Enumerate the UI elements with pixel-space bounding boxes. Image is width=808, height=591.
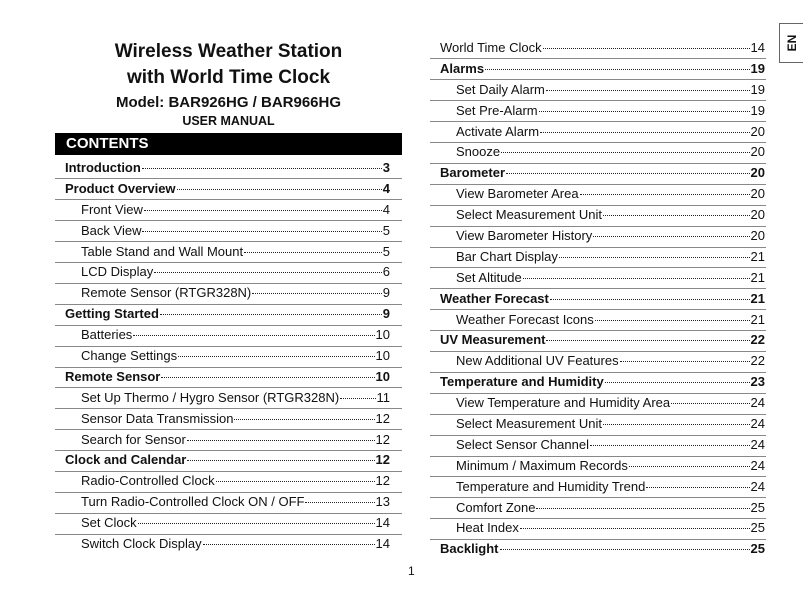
toc-entry — [440, 477, 765, 498]
toc-dot-leader — [485, 69, 749, 70]
toc-entry — [65, 450, 390, 471]
toc-separator — [430, 205, 766, 206]
toc-entry-label: Alarms — [440, 60, 485, 76]
toc-dot-leader — [546, 90, 750, 91]
toc-entry-label: Table Stand and Wall Mount — [81, 243, 244, 259]
toc-dot-leader — [340, 398, 375, 399]
toc-entry — [440, 184, 765, 205]
toc-entry-page: 9 — [382, 285, 390, 301]
toc-dot-leader — [520, 528, 750, 529]
toc-entry-label: Heat Index — [456, 520, 519, 536]
toc-entry — [65, 492, 390, 513]
toc-dot-leader — [177, 189, 382, 190]
toc-entry — [65, 430, 390, 451]
toc-entry-page: 20 — [750, 123, 765, 139]
toc-separator — [430, 121, 766, 122]
toc-dot-leader — [501, 152, 749, 153]
manual-label: USER MANUAL — [182, 114, 275, 128]
toc-entry — [440, 351, 765, 372]
toc-entry — [440, 163, 765, 184]
toc-separator — [430, 184, 766, 185]
toc-separator — [430, 435, 766, 436]
toc-entry-page: 4 — [382, 201, 390, 217]
toc-dot-leader — [543, 48, 750, 49]
toc-entry — [440, 226, 765, 247]
contents-heading: CONTENTS — [55, 133, 402, 155]
toc-entry-label: Remote Sensor — [65, 368, 161, 384]
toc-entry-label: View Barometer Area — [456, 186, 579, 202]
toc-separator — [55, 387, 402, 388]
document-title-line-1: Wireless Weather Station — [114, 41, 343, 62]
toc-separator — [55, 199, 402, 200]
toc-separator — [430, 267, 766, 268]
toc-separator — [55, 429, 402, 430]
toc-entry-page: 25 — [750, 499, 765, 515]
toc-entry — [65, 388, 390, 409]
toc-entry — [65, 409, 390, 430]
toc-entry — [65, 346, 390, 367]
toc-entry-page: 25 — [750, 541, 765, 557]
toc-entry-label: Comfort Zone — [456, 499, 536, 515]
toc-entry-label: Snooze — [456, 144, 501, 160]
toc-entry-label: Radio-Controlled Clock — [81, 473, 215, 489]
toc-entry-label: Barometer — [440, 165, 506, 181]
toc-separator — [55, 220, 402, 221]
toc-dot-leader — [203, 544, 375, 545]
toc-entry-label: Batteries — [81, 327, 133, 343]
toc-separator — [430, 539, 766, 540]
toc-entry — [440, 38, 765, 59]
toc-entry-page: 20 — [750, 228, 765, 244]
toc-entry — [440, 539, 765, 560]
toc-entry — [65, 242, 390, 263]
toc-entry-label: Bar Chart Display — [456, 248, 558, 264]
toc-separator — [430, 309, 766, 310]
toc-entry — [440, 414, 765, 435]
toc-separator — [55, 325, 402, 326]
toc-dot-leader — [178, 356, 374, 357]
toc-right-column — [440, 38, 765, 560]
document-title-block — [55, 39, 402, 129]
toc-dot-leader — [500, 549, 750, 550]
toc-dot-leader — [305, 502, 374, 503]
toc-entry-label: Turn Radio-Controlled Clock ON / OFF — [81, 494, 305, 510]
toc-entry — [65, 221, 390, 242]
toc-separator — [430, 58, 766, 59]
toc-separator — [55, 346, 402, 347]
toc-entry-label: Back View — [81, 222, 142, 238]
toc-entry-page: 22 — [750, 332, 765, 348]
toc-entry-page: 21 — [750, 248, 765, 264]
toc-entry-page: 19 — [750, 102, 765, 118]
toc-separator — [430, 518, 766, 519]
language-tab-label: EN — [784, 34, 799, 52]
toc-entry-page: 21 — [750, 290, 765, 306]
toc-entry-page: 10 — [375, 327, 390, 343]
toc-entry-label: Activate Alarm — [456, 123, 540, 139]
toc-entry-page: 20 — [750, 144, 765, 160]
toc-separator — [55, 241, 402, 242]
toc-dot-leader — [133, 335, 374, 336]
toc-entry-label: Set Daily Alarm — [456, 81, 545, 97]
toc-entry-label: Temperature and Humidity — [440, 374, 604, 390]
toc-separator — [430, 456, 766, 457]
toc-entry-label: Remote Sensor (RTGR328N) — [81, 285, 252, 301]
toc-entry-label: View Temperature and Humidity Area — [456, 395, 671, 411]
toc-entry — [440, 518, 765, 539]
toc-entry-page: 24 — [750, 416, 765, 432]
toc-separator — [430, 393, 766, 394]
toc-separator — [430, 100, 766, 101]
toc-entry — [440, 435, 765, 456]
toc-entry — [440, 310, 765, 331]
toc-entry-label: Sensor Data Transmission — [81, 410, 234, 426]
toc-dot-leader — [161, 377, 374, 378]
toc-entry-label: Introduction — [65, 160, 141, 175]
toc-entry-label: Front View — [81, 201, 143, 217]
toc-separator — [430, 142, 766, 143]
toc-entry-page: 14 — [750, 40, 765, 55]
toc-entry — [65, 179, 390, 200]
toc-entry-label: Set Altitude — [456, 269, 522, 285]
toc-entry-page: 24 — [750, 457, 765, 473]
toc-separator — [430, 247, 766, 248]
toc-dot-leader — [593, 236, 749, 237]
toc-entry-page: 23 — [750, 374, 765, 390]
toc-dot-leader — [605, 382, 750, 383]
toc-entry-label: Search for Sensor — [81, 431, 186, 447]
toc-entry-label: New Additional UV Features — [456, 353, 619, 369]
toc-entry-page: 6 — [382, 264, 390, 280]
toc-entry-page: 14 — [375, 515, 390, 531]
toc-dot-leader — [216, 481, 375, 482]
toc-entry — [65, 262, 390, 283]
toc-entry-page: 10 — [375, 348, 390, 364]
toc-entry-label: Select Measurement Unit — [456, 207, 602, 223]
toc-dot-leader — [187, 440, 375, 441]
toc-separator — [55, 262, 402, 263]
toc-separator — [430, 372, 766, 373]
toc-separator — [55, 450, 402, 451]
toc-dot-leader — [559, 257, 750, 258]
toc-dot-leader — [142, 231, 381, 232]
toc-entry-page: 12 — [375, 431, 390, 447]
toc-entry-page: 4 — [382, 180, 390, 196]
toc-dot-leader — [580, 194, 750, 195]
toc-entry-page: 24 — [750, 436, 765, 452]
toc-dot-leader — [590, 445, 750, 446]
toc-entry-page: 12 — [375, 410, 390, 426]
toc-dot-leader — [539, 111, 750, 112]
toc-entry-page: 10 — [375, 368, 390, 384]
toc-entry-page: 13 — [375, 494, 390, 510]
toc-entry-label: Backlight — [440, 541, 499, 557]
toc-entry — [440, 498, 765, 519]
toc-entry — [440, 289, 765, 310]
toc-separator — [430, 330, 766, 331]
toc-entry-page: 20 — [750, 186, 765, 202]
toc-entry — [440, 247, 765, 268]
toc-entry — [440, 59, 765, 80]
toc-entry — [440, 101, 765, 122]
toc-entry-page: 3 — [382, 160, 390, 175]
toc-dot-leader — [144, 210, 382, 211]
toc-separator — [55, 408, 402, 409]
toc-entry-page: 12 — [375, 473, 390, 489]
toc-separator — [55, 513, 402, 514]
toc-dot-leader — [244, 252, 382, 253]
toc-entry-page: 5 — [382, 243, 390, 259]
toc-separator — [55, 367, 402, 368]
toc-entry-label: View Barometer History — [456, 228, 593, 244]
toc-dot-leader — [603, 215, 750, 216]
toc-entry-label: Switch Clock Display — [81, 536, 202, 552]
toc-entry-label: LCD Display — [81, 264, 154, 280]
toc-dot-leader — [234, 419, 374, 420]
toc-separator — [430, 476, 766, 477]
toc-entry-page: 19 — [750, 60, 765, 76]
toc-entry — [440, 372, 765, 393]
toc-separator — [55, 534, 402, 535]
language-tab — [779, 23, 803, 63]
toc-entry-page: 24 — [750, 395, 765, 411]
toc-entry — [440, 142, 765, 163]
page-number: 1 — [408, 564, 415, 578]
toc-separator — [55, 283, 402, 284]
toc-entry-label: Change Settings — [81, 348, 178, 364]
toc-separator — [430, 288, 766, 289]
toc-dot-leader — [550, 299, 750, 300]
toc-dot-leader — [252, 293, 382, 294]
toc-entry-label: Set Up Thermo / Hygro Sensor (RTGR328N) — [81, 389, 340, 405]
toc-entry — [65, 325, 390, 346]
toc-dot-leader — [523, 278, 750, 279]
toc-separator — [430, 163, 766, 164]
toc-separator — [430, 351, 766, 352]
toc-entry-label: UV Measurement — [440, 332, 546, 348]
toc-entry-label: Getting Started — [65, 306, 159, 322]
toc-separator — [55, 471, 402, 472]
toc-separator — [430, 497, 766, 498]
toc-entry-label: Product Overview — [65, 180, 176, 196]
toc-entry — [65, 471, 390, 492]
toc-entry-page: 24 — [750, 478, 765, 494]
toc-separator — [55, 492, 402, 493]
toc-separator — [55, 178, 402, 179]
toc-entry-label: Clock and Calendar — [65, 452, 187, 468]
toc-entry — [65, 513, 390, 534]
model-number: Model: BAR926HG / BAR966HG — [115, 94, 342, 111]
toc-entry — [65, 367, 390, 388]
toc-entry — [65, 304, 390, 325]
toc-entry — [440, 330, 765, 351]
toc-entry-label: Weather Forecast — [440, 290, 549, 306]
toc-dot-leader — [142, 168, 382, 169]
toc-dot-leader — [160, 314, 382, 315]
toc-entry — [65, 200, 390, 221]
toc-separator — [430, 226, 766, 227]
toc-entry-label: Temperature and Humidity Trend — [456, 478, 646, 494]
toc-entry-label: Weather Forecast Icons — [456, 311, 594, 327]
toc-dot-leader — [546, 340, 749, 341]
toc-dot-leader — [506, 173, 750, 174]
toc-dot-leader — [154, 272, 382, 273]
toc-entry-page: 14 — [375, 536, 390, 552]
toc-entry — [440, 268, 765, 289]
toc-entry-page: 19 — [750, 81, 765, 97]
toc-entry — [65, 158, 390, 179]
toc-entry-page: 20 — [750, 165, 765, 181]
toc-separator — [430, 79, 766, 80]
toc-entry — [440, 205, 765, 226]
toc-entry-page: 20 — [750, 207, 765, 223]
toc-entry-page: 21 — [750, 269, 765, 285]
toc-dot-leader — [595, 320, 750, 321]
toc-entry-page: 11 — [376, 389, 390, 405]
toc-entry-label: Select Sensor Channel — [456, 436, 589, 452]
toc-dot-leader — [540, 132, 749, 133]
toc-entry-page: 25 — [750, 520, 765, 536]
toc-entry — [440, 456, 765, 477]
toc-entry-label: Set Pre-Alarm — [456, 102, 538, 118]
toc-dot-leader — [646, 487, 749, 488]
toc-dot-leader — [629, 466, 750, 467]
toc-entry-page: 5 — [382, 222, 390, 238]
toc-dot-leader — [138, 523, 375, 524]
toc-entry-label: World Time Clock — [440, 40, 542, 55]
toc-entry — [440, 80, 765, 101]
document-title-line-2: with World Time Clock — [126, 67, 331, 88]
toc-entry — [440, 393, 765, 414]
toc-dot-leader — [536, 508, 749, 509]
toc-entry — [65, 534, 390, 555]
toc-entry — [440, 122, 765, 143]
toc-separator — [55, 304, 402, 305]
toc-separator — [430, 414, 766, 415]
toc-dot-leader — [603, 424, 750, 425]
toc-dot-leader — [620, 361, 750, 362]
toc-entry-page: 22 — [750, 353, 765, 369]
toc-entry-label: Minimum / Maximum Records — [456, 457, 628, 473]
toc-left-column — [65, 158, 390, 555]
toc-entry — [65, 283, 390, 304]
toc-entry-label: Select Measurement Unit — [456, 416, 602, 432]
toc-dot-leader — [671, 403, 749, 404]
toc-entry-label: Set Clock — [81, 515, 137, 531]
toc-entry-page: 12 — [375, 452, 390, 468]
toc-dot-leader — [187, 460, 374, 461]
toc-entry-page: 21 — [750, 311, 765, 327]
toc-entry-page: 9 — [382, 306, 390, 322]
